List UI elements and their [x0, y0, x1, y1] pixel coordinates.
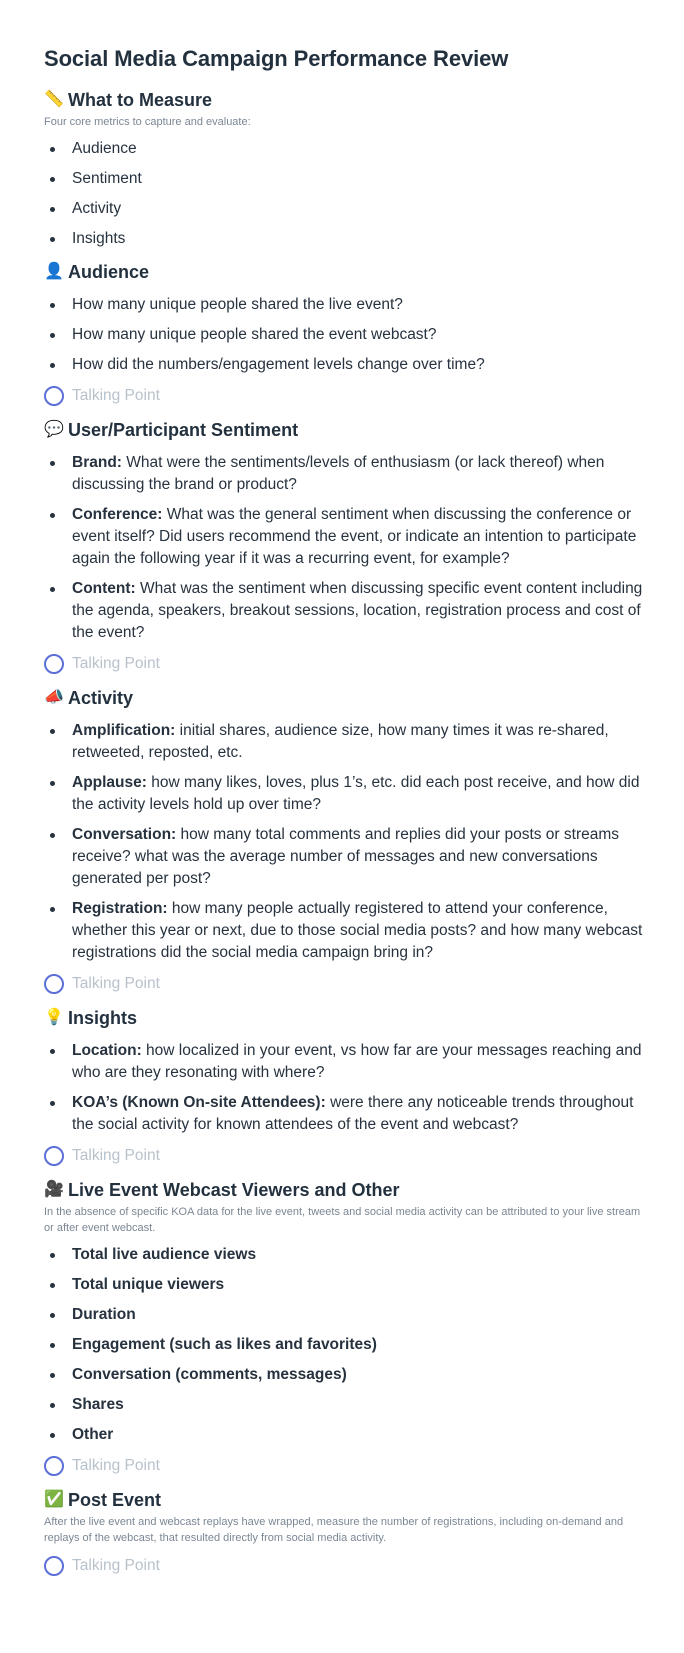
video-camera-icon: 🎥 — [44, 1181, 64, 1198]
checkbox-circle-icon[interactable] — [44, 1556, 64, 1576]
item-label: Applause: — [72, 774, 147, 791]
section-what-to-measure — [44, 86, 644, 250]
item-label: Location: — [72, 1042, 142, 1059]
megaphone-icon: 📣 — [44, 689, 64, 706]
talking-point-placeholder[interactable]: Talking Point — [72, 387, 160, 404]
list-item — [44, 720, 644, 764]
section-title: Insights — [68, 1007, 138, 1028]
talking-point-post-event[interactable] — [44, 1554, 644, 1578]
section-heading — [44, 416, 644, 444]
section-title: Activity — [68, 687, 134, 708]
section-activity — [44, 684, 644, 996]
section-heading — [44, 684, 644, 712]
section-title: Post Event — [68, 1489, 162, 1510]
checkbox-circle-icon[interactable] — [44, 1146, 64, 1166]
list-item — [44, 452, 644, 496]
list-item: Other — [44, 1424, 644, 1446]
list-item — [44, 898, 644, 964]
check-mark-icon: ✅ — [44, 1491, 64, 1508]
list-item: How many unique people shared the live event? — [44, 294, 644, 316]
person-icon: 👤 — [44, 263, 64, 280]
sentiment-list — [44, 452, 644, 644]
lightbulb-icon: 💡 — [44, 1009, 64, 1026]
item-label: Registration: — [72, 900, 168, 917]
list-item: Engagement (such as likes and favorites) — [44, 1334, 644, 1356]
ruler-icon: 📏 — [44, 91, 64, 108]
item-label: Amplification: — [72, 722, 176, 739]
talking-point-audience[interactable] — [44, 384, 644, 408]
item-text: What was the sentiment when discussing specific event content including the agenda, speakers, breakout sessions, location, registration process and cost of the event? — [72, 580, 643, 641]
list-item — [44, 578, 644, 644]
checkbox-circle-icon[interactable] — [44, 1456, 64, 1476]
section-description: After the live event and webcast replays have wrapped, measure the number of registrations, including on-demand and replays of the webcast, that resulted directly from social media activity. — [44, 1516, 624, 1544]
section-title: Audience — [68, 261, 150, 282]
talking-point-placeholder[interactable]: Talking Point — [72, 655, 160, 672]
item-text: were there any noticeable trends throughout the social activity for known attendees of the event and webcast? — [72, 1094, 634, 1133]
item-text: initial shares, audience size, how many times it was re-shared, retweeted, reposted, etc. — [72, 722, 609, 761]
item-text: how localized in your event, vs how far are your messages reaching and who are they resonating with where? — [72, 1042, 642, 1081]
item-text: how many total comments and replies did your posts or streams receive? what was the average number of messages and new conversations generated per post? — [72, 826, 620, 887]
page-title: Social Media Campaign Performance Review — [44, 46, 509, 71]
item-label: Content: — [72, 580, 136, 597]
list-item: Audience — [44, 138, 644, 160]
list-item: Conversation (comments, messages) — [44, 1364, 644, 1386]
talking-point-placeholder[interactable]: Talking Point — [72, 1557, 160, 1574]
insights-list — [44, 1040, 644, 1136]
section-post-event — [44, 1486, 644, 1578]
talking-point-placeholder[interactable]: Talking Point — [72, 1147, 160, 1164]
speech-bubble-icon: 💬 — [44, 421, 64, 438]
list-item: Duration — [44, 1304, 644, 1326]
section-heading — [44, 1176, 644, 1204]
section-description: In the absence of specific KOA data for the live event, tweets and social media activity can be attributed to your live stream or after event webcast. — [44, 1206, 641, 1234]
list-item — [44, 824, 644, 890]
section-heading — [44, 86, 644, 114]
item-label: Conference: — [72, 506, 163, 523]
section-heading — [44, 258, 644, 286]
talking-point-insights[interactable] — [44, 1144, 644, 1168]
list-item: Total unique viewers — [44, 1274, 644, 1296]
section-title: Live Event Webcast Viewers and Other — [68, 1179, 400, 1200]
review-page — [44, 44, 644, 1586]
item-text: What was the general sentiment when discussing the conference or event itself? Did users recommend the event, or indicate an intention to participate again the following year if it was a recurring event, for example? — [72, 506, 637, 567]
list-item: Insights — [44, 228, 644, 250]
list-item — [44, 772, 644, 816]
list-item — [44, 1040, 644, 1084]
item-text: how many people actually registered to attend your conference, whether this year or next, due to those social media posts? and how many webcast registrations did the social media campaign bring in? — [72, 900, 643, 961]
talking-point-placeholder[interactable]: Talking Point — [72, 1457, 160, 1474]
item-label: KOA’s (Known On-site Attendees): — [72, 1094, 326, 1111]
talking-point-webcast[interactable] — [44, 1454, 644, 1478]
checkbox-circle-icon[interactable] — [44, 386, 64, 406]
list-item — [44, 504, 644, 570]
item-label: Brand: — [72, 454, 122, 471]
audience-list — [44, 294, 644, 376]
checkbox-circle-icon[interactable] — [44, 654, 64, 674]
section-heading — [44, 1486, 644, 1514]
list-item: How did the numbers/engagement levels change over time? — [44, 354, 644, 376]
list-item: Activity — [44, 198, 644, 220]
section-audience — [44, 258, 644, 408]
checkbox-circle-icon[interactable] — [44, 974, 64, 994]
talking-point-activity[interactable] — [44, 972, 644, 996]
list-item — [44, 1092, 644, 1136]
metrics-list — [44, 138, 644, 250]
activity-list — [44, 720, 644, 964]
section-webcast — [44, 1176, 644, 1478]
section-title: What to Measure — [68, 89, 213, 110]
list-item: Total live audience views — [44, 1244, 644, 1266]
item-label: Conversation: — [72, 826, 177, 843]
section-sentiment — [44, 416, 644, 676]
talking-point-sentiment[interactable] — [44, 652, 644, 676]
item-text: What were the sentiments/levels of enthusiasm (or lack thereof) when discussing the brand or product? — [72, 454, 605, 493]
section-heading — [44, 1004, 644, 1032]
item-text: how many likes, loves, plus 1’s, etc. did each post receive, and how did the activity levels hold up over time? — [72, 774, 640, 813]
webcast-metrics-list — [44, 1244, 644, 1446]
section-description: Four core metrics to capture and evaluate: — [44, 116, 251, 128]
list-item: Sentiment — [44, 168, 644, 190]
section-title: User/Participant Sentiment — [68, 419, 299, 440]
list-item: How many unique people shared the event webcast? — [44, 324, 644, 346]
talking-point-placeholder[interactable]: Talking Point — [72, 975, 160, 992]
list-item: Shares — [44, 1394, 644, 1416]
section-insights — [44, 1004, 644, 1168]
